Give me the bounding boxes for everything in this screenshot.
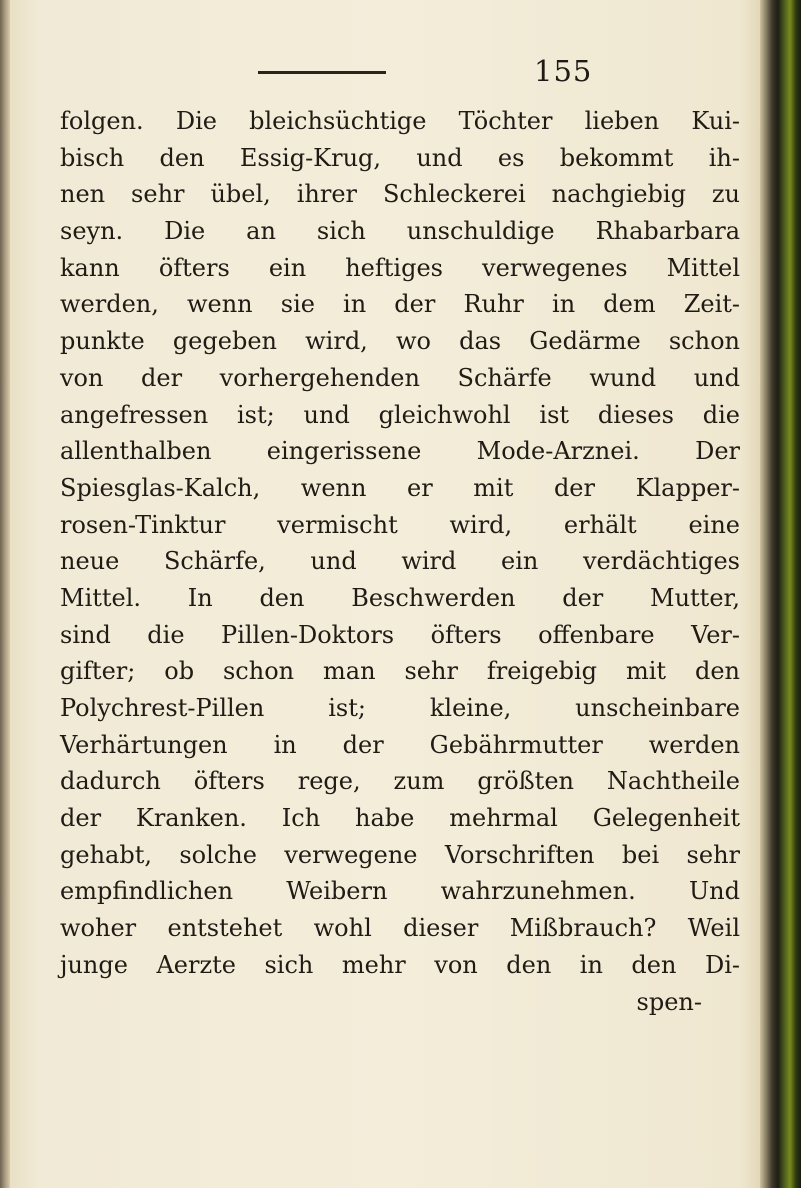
text-line: bisch den Essig-Krug, und es bekommt ih- bbox=[60, 143, 740, 172]
text-line: sind die Pillen-Doktors öfters offenbare Ver- bbox=[60, 620, 740, 649]
text-line: gehabt, solche verwegene Vorschriften bei sehr bbox=[60, 840, 740, 869]
text-line: woher entstehet wohl dieser Mißbrauch? Weil bbox=[60, 914, 740, 943]
text-line: dadurch öfters rege, zum größten Nachtheile bbox=[60, 767, 740, 796]
text-line: punkte gegeben wird, wo das Gedärme schon bbox=[60, 327, 740, 356]
text-line: folgen. Die bleichsüchtige Töchter lieben Kui- bbox=[60, 107, 740, 135]
left-page-edge bbox=[0, 0, 10, 1188]
text-line: von der vorhergehenden Schärfe wund und bbox=[60, 363, 740, 392]
text-line: Mittel. In den Beschwerden der Mutter, bbox=[60, 583, 740, 612]
text-line: angefressen ist; und gleichwohl ist dieses die bbox=[60, 400, 740, 429]
right-binding-edge bbox=[760, 0, 801, 1188]
text-line: Verhärtungen in der Gebährmutter werden bbox=[60, 730, 740, 759]
text-line: seyn. Die an sich unschuldige Rhabarbara bbox=[60, 217, 740, 246]
text-line: der Kranken. Ich habe mehrmal Gelegenheit bbox=[60, 804, 740, 833]
text-line: Polychrest-Pillen ist; kleine, unscheinbare bbox=[60, 694, 740, 722]
text-line: empfindlichen Weibern wahrzunehmen. Und bbox=[60, 877, 740, 906]
text-line: gifter; ob schon man sehr freigebig mit den bbox=[60, 657, 740, 686]
header-rule bbox=[258, 71, 386, 74]
page-number: 155 bbox=[534, 54, 593, 88]
text-line: allenthalben eingerissene Mode-Arznei. Der bbox=[60, 437, 740, 466]
text-line: rosen-Tinktur vermischt wird, erhält eine bbox=[60, 510, 740, 539]
text-line: werden, wenn sie in der Ruhr in dem Zeit- bbox=[60, 290, 740, 319]
catchword: spen- bbox=[636, 987, 702, 1016]
text-line: Spiesglas-Kalch, wenn er mit der Klapper- bbox=[60, 473, 740, 502]
text-line: junge Aerzte sich mehr von den in den Di- bbox=[60, 950, 740, 979]
text-line: neue Schärfe, und wird ein verdächtiges bbox=[60, 547, 740, 576]
body-text bbox=[60, 103, 740, 1020]
text-line: nen sehr übel, ihrer Schleckerei nachgiebig zu bbox=[60, 180, 740, 209]
text-line: kann öfters ein heftiges verwegenes Mittel bbox=[60, 253, 740, 282]
